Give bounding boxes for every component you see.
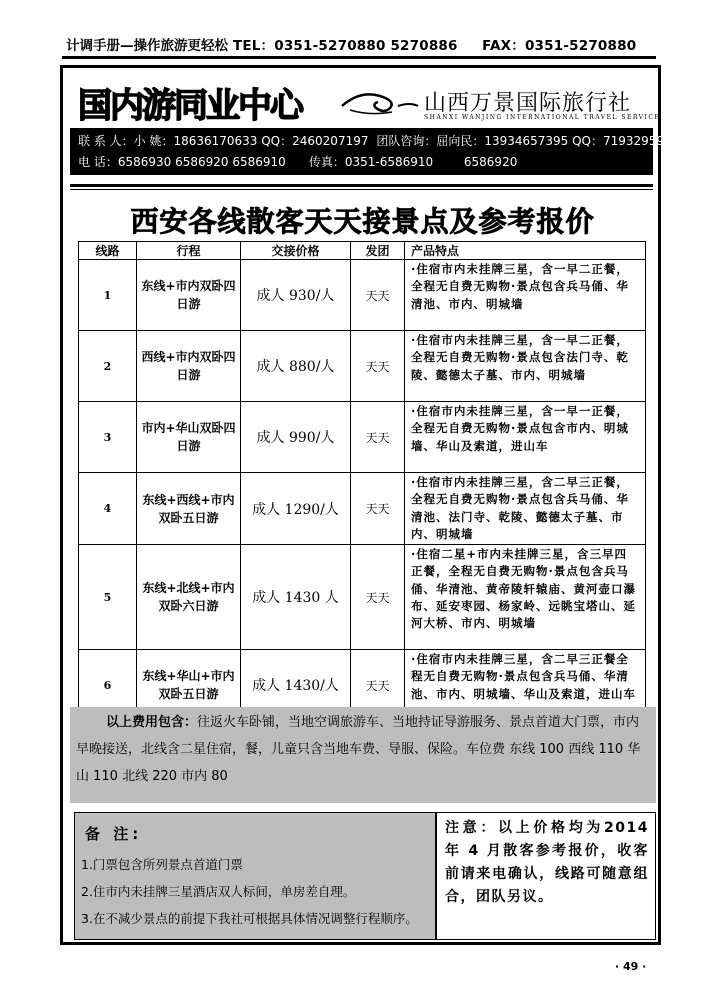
contact-row	[78, 130, 676, 152]
route-no: 5	[79, 545, 137, 650]
route-features: ·住宿市内未挂牌三星，含二早三正餐全程无自费无购物·景点包含兵马俑、华清池、市内、明城墙、华山及索道，进山车	[405, 650, 646, 721]
route-no: 6	[79, 650, 137, 721]
route-price: 成人 1430/人	[241, 650, 351, 721]
contact-group-consult: 团队咨询：屈向民：13934657395 QQ：719329599	[376, 134, 672, 148]
route-features: ·住宿市内未挂牌三星，含二早三正餐，全程无自费无购物·景点包含兵马俑、华清池、法门寺、乾陵、懿德太子墓、市内、明城墙	[405, 473, 646, 545]
col-header-departure: 发团	[351, 242, 405, 260]
table-row	[79, 402, 646, 473]
table-row	[79, 331, 646, 402]
list-item: 2.住市内未挂牌三星酒店双人标间，单房差自理。	[81, 884, 356, 899]
route-no: 1	[79, 260, 137, 331]
agency-logo-icon	[340, 86, 420, 120]
agency-name: 山西万景国际旅行社	[424, 91, 632, 116]
col-header-itinerary: 行程	[137, 242, 241, 260]
divider	[70, 184, 653, 187]
route-price: 成人 1430 人	[241, 545, 351, 650]
brand-name: 国内游同业中心	[78, 86, 302, 126]
header-bar	[66, 36, 656, 56]
contact-row	[78, 151, 521, 173]
route-itinerary: 东线+西线+市内双卧五日游	[137, 473, 241, 545]
table-row	[79, 473, 646, 545]
route-features: ·住宿市内未挂牌三星，含一早二正餐，全程无自费无购物·景点包含兵马俑、华清池、市内、明城墙	[405, 260, 646, 331]
table-header-row	[79, 242, 646, 260]
list-item: 3.在不减少景点的前提下我社可根据具体情况调整行程顺序。	[81, 911, 418, 926]
route-price: 成人 930/人	[241, 260, 351, 331]
header-rule	[62, 56, 656, 59]
route-departure: 天天	[351, 402, 405, 473]
col-header-route-no: 线路	[79, 242, 137, 260]
contact-person: 联 系 人：小 姚：18636170633 QQ：2460207197	[78, 134, 369, 148]
header-tel: TEL：0351-5270880 5270886	[232, 38, 458, 54]
route-features: ·住宿二星+市内未挂牌三星，含三早四正餐，全程无自费无购物·景点包含兵马俑、华清池、黄帝陵轩辕庙、黄河壶口瀑布、延安枣园、杨家岭、远眺宝塔山、延河大桥、市内、明城墙	[405, 545, 646, 650]
price-notice: 注意：以上价格均为2014 年 4 月散客参考报价，收客前请来电确认，线路可随意组合，团队另议。	[436, 812, 656, 940]
route-departure: 天天	[351, 650, 405, 721]
route-price: 成人 1290/人	[241, 473, 351, 545]
route-departure: 天天	[351, 331, 405, 402]
route-no: 3	[79, 402, 137, 473]
header-fax: FAX：0351-5270880	[482, 38, 637, 54]
route-no: 4	[79, 473, 137, 545]
inclusions-label: 以上费用包含：	[106, 715, 198, 730]
col-header-features: 产品特点	[405, 242, 646, 260]
page-title: 西安各线散客天天接景点及参考报价	[130, 205, 595, 238]
route-itinerary: 市内+华山双卧四日游	[137, 402, 241, 473]
contact-fax: 传真：0351-6586910	[308, 155, 434, 169]
contact-fax-2: 6586920	[463, 155, 518, 169]
table-row	[79, 545, 646, 650]
list-item: 1.门票包含所列景点首道门票	[81, 857, 243, 872]
route-no: 2	[79, 331, 137, 402]
route-departure: 天天	[351, 260, 405, 331]
route-features: ·住宿市内未挂牌三星，含一早二正餐，全程无自费无购物·景点包含法门寺、乾陵、懿德太子墓、市内、明城墙	[405, 331, 646, 402]
route-price: 成人 880/人	[241, 331, 351, 402]
route-itinerary: 东线+华山+市内双卧五日游	[137, 650, 241, 721]
divider	[70, 189, 653, 190]
agency-name-en: SHANXI WANJING INTERNATIONAL TRAVEL SERVICE	[424, 114, 661, 121]
route-departure: 天天	[351, 545, 405, 650]
route-price: 成人 990/人	[241, 402, 351, 473]
price-table	[78, 241, 646, 721]
inclusions-text: 往返火车卧铺，当地空调旅游车、当地持证导游服务、景点首道大门票，市内早晚接送，北线含二星住宿，餐，儿童只含当地车费、导服、保险。车位费 东线 100 西线 110 华山 110 北线 220 市内 80	[76, 715, 641, 784]
notes-title: 备 注:	[85, 825, 143, 843]
contact-bar	[70, 128, 672, 175]
route-itinerary: 东线+北线+市内双卧六日游	[137, 545, 241, 650]
inclusions-box	[70, 707, 656, 803]
route-features: ·住宿市内未挂牌三星，含一早一正餐，全程无自费无购物·景点包含市内、明城墙、华山及索道，进山车	[405, 402, 646, 473]
header-slogan: 计调手册—操作旅游更轻松	[66, 38, 228, 54]
notes-list	[81, 851, 418, 932]
route-departure: 天天	[351, 473, 405, 545]
table-row	[79, 260, 646, 331]
page-number: · 49 ·	[615, 960, 647, 973]
notes-box	[74, 812, 436, 940]
contact-phone: 电 话：6586930 6586920 6586910	[78, 155, 286, 169]
route-itinerary: 西线+市内双卧四日游	[137, 331, 241, 402]
col-header-price: 交接价格	[241, 242, 351, 260]
route-itinerary: 东线+市内双卧四日游	[137, 260, 241, 331]
